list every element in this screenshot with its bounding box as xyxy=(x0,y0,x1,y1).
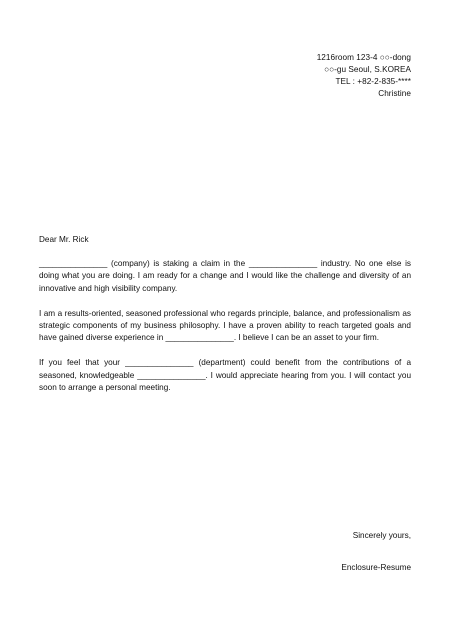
letter-enclosure: Enclosure-Resume xyxy=(341,563,411,572)
sender-address-block xyxy=(317,52,411,100)
sender-name: Christine xyxy=(378,89,411,98)
letter-closing: Sincerely yours, xyxy=(352,531,411,540)
sender-address-line2: ○○-gu Seoul, S.KOREA xyxy=(324,65,411,74)
sender-address-line1: 1216room 123-4 ○○-dong xyxy=(316,53,411,62)
letter-paragraph-1: _______________ (company) is staking a claim in the _______________ industry. No one else is doing what you are doing. I am ready for a change and I would like the challenge and diversity of an innovative and high visibility company. xyxy=(39,259,411,293)
letter-paragraph-2: I am a results-oriented, seasoned professional who regards principle, balance, and professionalism as strategic components of my business philosophy. I have a proven ability to reach targeted goals and have gained diverse experience in _______________. I believe I can be an asset to your firm. xyxy=(39,308,411,343)
letter-salutation: Dear Mr. Rick xyxy=(39,235,89,244)
sender-phone: TEL : +82-2-835-**** xyxy=(335,77,411,86)
letter-body xyxy=(39,258,411,407)
letter-paragraph-3: If you feel that your _______________ (department) could benefit from the contributions of a seasoned, knowledgeable _______________. I would appreciate hearing from you. I will contact you soon to arrange a personal meeting. xyxy=(39,358,411,393)
